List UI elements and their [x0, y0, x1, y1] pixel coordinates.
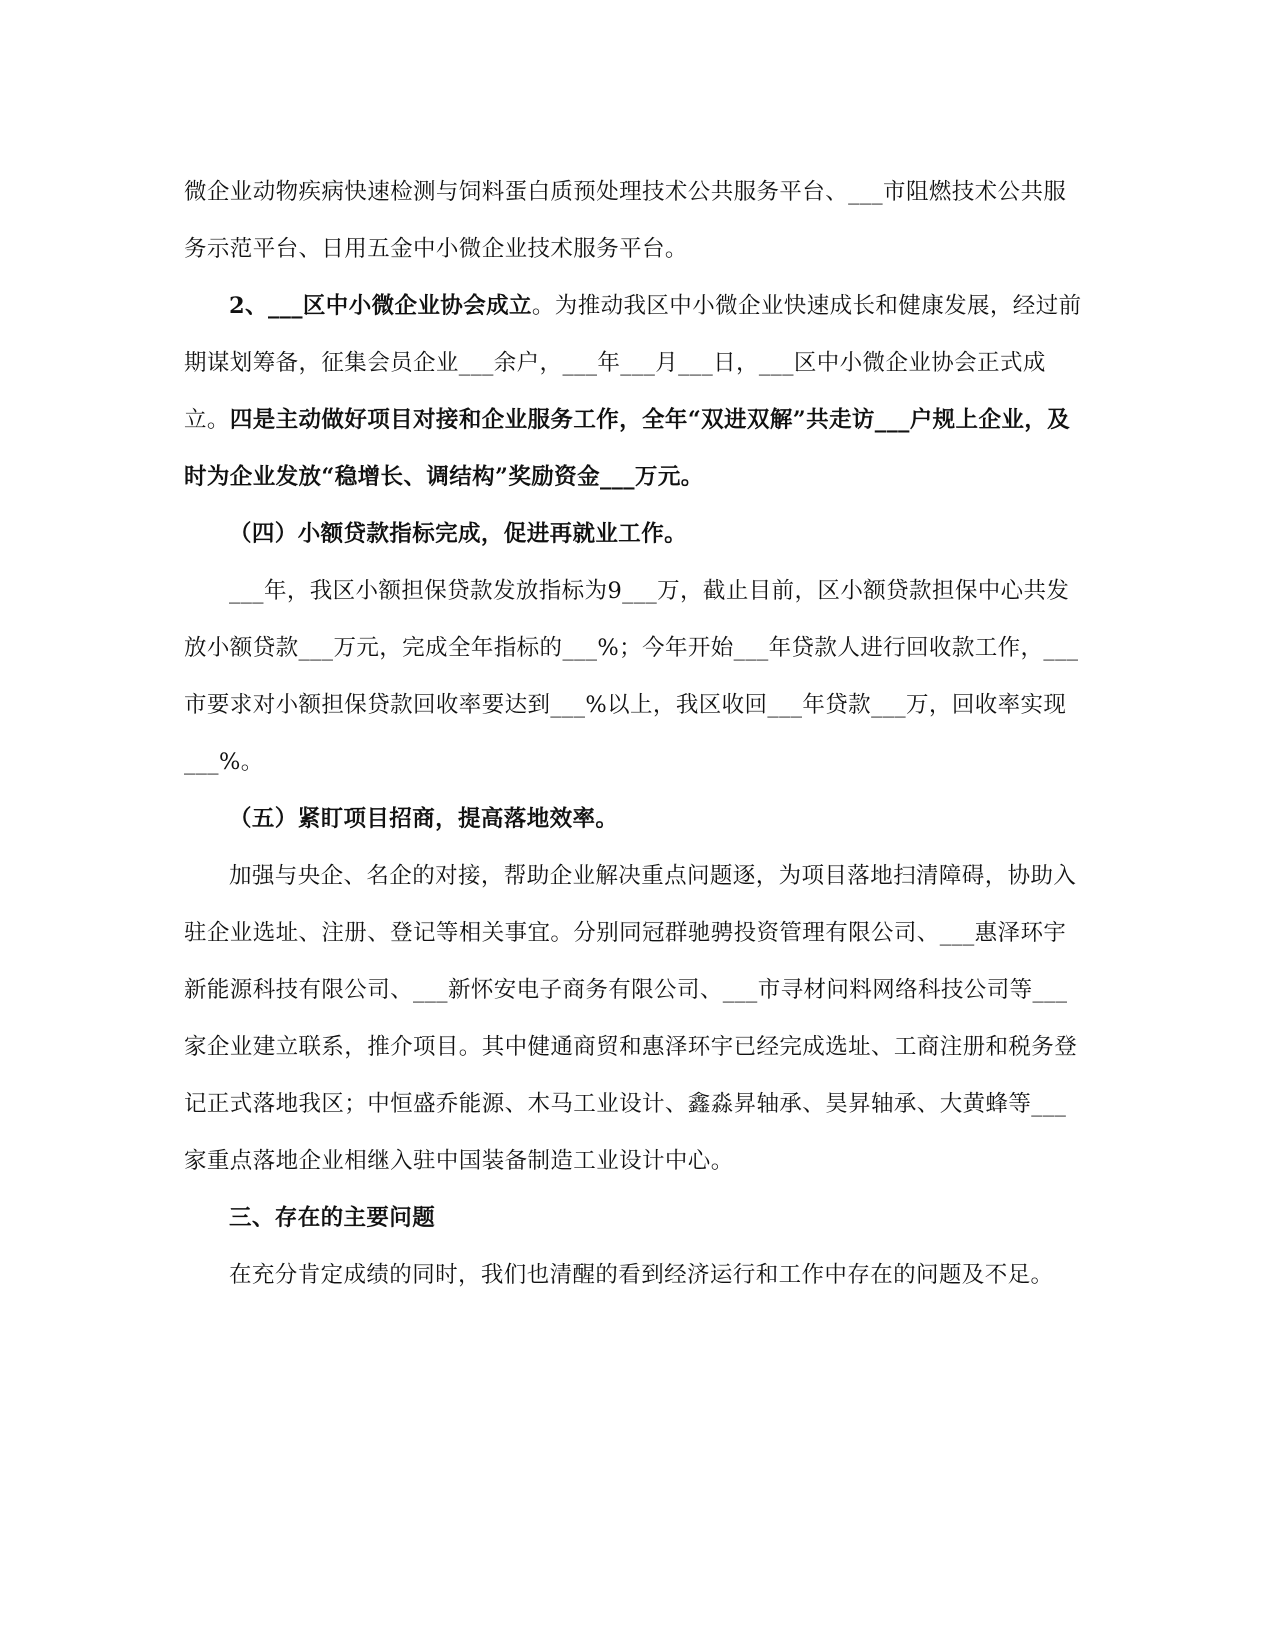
section-heading-investment: （五）紧盯项目招商，提高落地效率。 [229, 806, 619, 832]
paragraph-investment: 加强与央企、名企的对接，帮助企业解决重点问题逐，为项目落地扫清障碍，协助入驻企业选址、注册、登记等相关事宜。分别同冠群驰骋投资管理有限公司、___惠泽环宇新能源科技有限公司、___新怀安电子商务有限公司、___市寻材问料网络科技公司等___家企业建立联系，推介项目。其中健通商贸和惠泽环宇已经完成选址、工商注册和税务登记正式落地我区；中恒盛乔能源、木马工业设计、鑫淼昇轴承、昊昇轴承、大黄蜂等___家重点落地企业相继入驻中国装备制造工业设计中心。 [184, 863, 1078, 1174]
paragraph-platforms: 微企业动物疾病快速检测与饲料蛋白质预处理技术公共服务平台、___市阻燃技术公共服务示范平台、日用五金中小微企业技术服务平台。 [184, 179, 1067, 262]
section-heading-problems: 三、存在的主要问题 [229, 1205, 436, 1231]
association-text: 。为推动我区中小微企业快速成长和健康发展，经过前期谋划筹备，征集会员企业___余户，___年___月___日，___区中小微企业协会正式成立。 [184, 293, 1082, 433]
paragraph-loans: ___年，我区小额担保贷款发放指标为9___万，截止目前，区小额贷款担保中心共发放小额贷款___万元，完成全年指标的___%；今年开始___年贷款人进行回收款工作，___市要求对小额担保贷款回收率要达到___%以上，我区收回___年贷款___万，回收率实现___%。 [184, 578, 1079, 775]
paragraph-problems: 在充分肯定成绩的同时，我们也清醒的看到经济运行和工作中存在的问题及不足。 [229, 1262, 1054, 1288]
paragraph-association [184, 278, 1084, 506]
document-body [184, 164, 1084, 1304]
section-heading-loans: （四）小额贷款指标完成，促进再就业工作。 [229, 521, 688, 547]
project-service-text: 四是主动做好项目对接和企业服务工作，全年“双进双解”共走访___户规上企业，及时为企业发放“稳增长、调结构”奖励资金___万元。 [184, 407, 1071, 490]
association-heading: 2、___区中小微企业协会成立 [229, 293, 532, 319]
